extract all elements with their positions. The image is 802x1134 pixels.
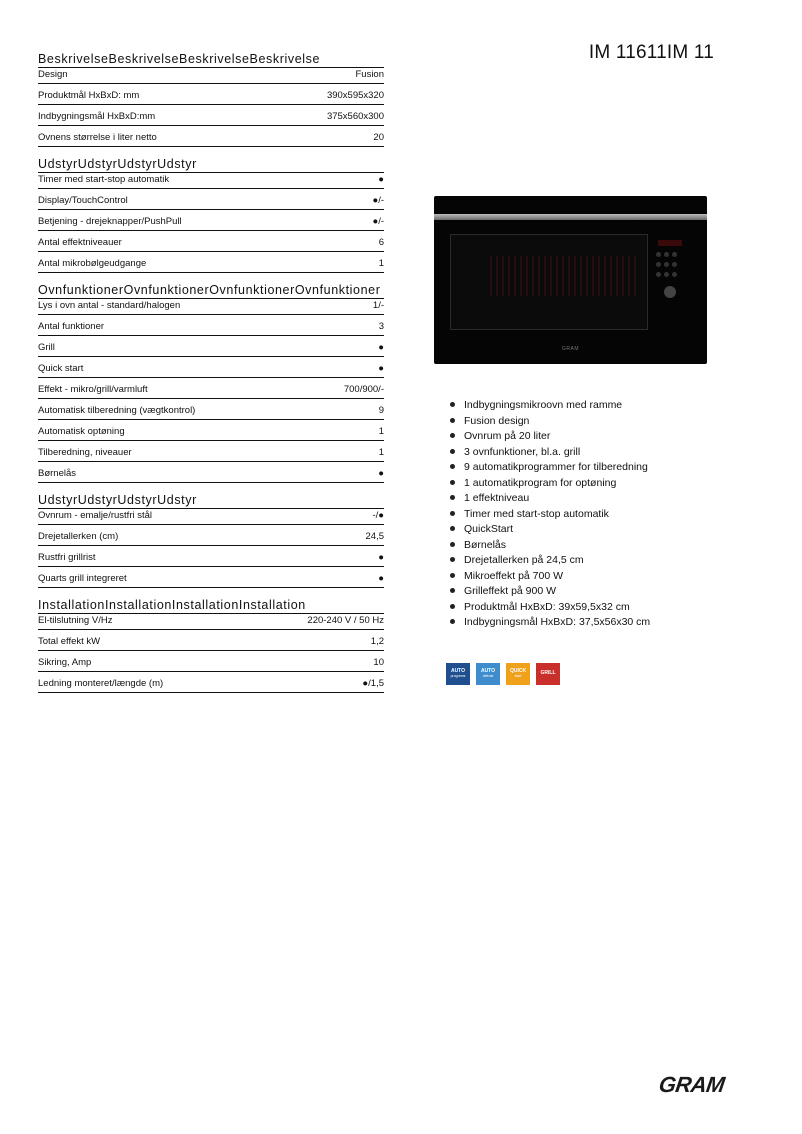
spec-row <box>38 672 384 693</box>
oven-button-icon <box>672 272 677 277</box>
spec-label: Betjening - drejeknapper/PushPull <box>38 216 182 227</box>
spec-value: ●/- <box>372 216 384 227</box>
spec-row <box>38 210 384 231</box>
spec-label: Produktmål HxBxD: mm <box>38 90 140 101</box>
spec-label: Effekt - mikro/grill/varmluft <box>38 384 148 395</box>
spec-row <box>38 567 384 588</box>
oven-button-icon <box>656 272 661 277</box>
spec-value: ● <box>378 342 384 353</box>
spec-label: Drejetallerken (cm) <box>38 531 119 542</box>
spec-value: ● <box>378 573 384 584</box>
spec-value: 390x595x320 <box>326 90 384 101</box>
spec-row <box>38 630 384 651</box>
section-equipment <box>38 157 384 273</box>
spec-label: Antal funktioner <box>38 321 105 332</box>
spec-row <box>38 68 384 84</box>
spec-row <box>38 378 384 399</box>
spec-value: 24,5 <box>365 531 384 542</box>
spec-label: Automatisk optøning <box>38 426 125 437</box>
spec-label: Display/TouchControl <box>38 195 128 206</box>
feature-item: Indbygningsmikroovn med ramme <box>449 398 650 414</box>
section-equipment-2 <box>38 493 384 588</box>
section-description <box>38 52 384 147</box>
badge-sublabel: programs <box>450 674 466 678</box>
oven-control-panel <box>652 236 692 326</box>
feature-item: Timer med start-stop automatik <box>449 507 650 523</box>
spec-row <box>38 336 384 357</box>
badge-sublabel: start <box>514 674 522 678</box>
spec-label: Børnelås <box>38 468 77 479</box>
spec-label: Ledning monteret/længde (m) <box>38 678 164 689</box>
feature-item: Ovnrum på 20 liter <box>449 429 650 445</box>
quick-start-badge-icon <box>506 663 530 685</box>
oven-display <box>658 240 682 246</box>
spec-label: El-tilslutning V/Hz <box>38 615 113 626</box>
spec-row <box>38 189 384 210</box>
spec-value: 3 <box>378 321 384 332</box>
spec-value: 375x560x300 <box>326 111 384 122</box>
spec-label: Design <box>38 69 68 80</box>
spec-row <box>38 231 384 252</box>
oven-button-icon <box>672 262 677 267</box>
spec-label: Quick start <box>38 363 84 374</box>
feature-item: Grilleffekt på 900 W <box>449 584 650 600</box>
spec-label: Total effekt kW <box>38 636 101 647</box>
spec-row <box>38 462 384 483</box>
spec-row <box>38 546 384 567</box>
spec-value: ●/- <box>372 195 384 206</box>
spec-value: 1 <box>378 426 384 437</box>
spec-value: 1 <box>378 258 384 269</box>
spec-value: ● <box>378 552 384 563</box>
model-number: IM 11611IM 11 <box>588 42 714 63</box>
feature-item: Mikroeffekt på 700 W <box>449 569 650 585</box>
spec-label: Quarts grill integreret <box>38 573 127 584</box>
spec-label: Rustfri grillrist <box>38 552 96 563</box>
oven-button-icon <box>672 252 677 257</box>
spec-row <box>38 420 384 441</box>
spec-row <box>38 509 384 525</box>
brand-logo: GRAM <box>657 1072 727 1097</box>
spec-value: ● <box>378 174 384 185</box>
oven-button-icon <box>656 252 661 257</box>
feature-item: Fusion design <box>449 414 650 430</box>
spec-label: Grill <box>38 342 55 353</box>
spec-row <box>38 126 384 147</box>
feature-list <box>449 398 650 631</box>
oven-button-icon <box>664 262 669 267</box>
spec-row <box>38 173 384 189</box>
spec-label: Antal effektniveauer <box>38 237 122 248</box>
badge-label: GRILL <box>540 670 556 677</box>
oven-button-icon <box>656 262 661 267</box>
spec-label: Ovnrum - emalje/rustfri stål <box>38 510 153 521</box>
spec-row <box>38 525 384 546</box>
spec-row <box>38 299 384 315</box>
spec-row <box>38 252 384 273</box>
feature-item: 1 automatikprogram for optøning <box>449 476 650 492</box>
badge-label: AUTO <box>450 667 466 674</box>
spec-value: 1/- <box>372 300 384 311</box>
feature-item: Drejetallerken på 24,5 cm <box>449 553 650 569</box>
spec-value: ●/1,5 <box>362 678 384 689</box>
feature-item: QuickStart <box>449 522 650 538</box>
section-title: OvnfunktionerOvnfunktionerOvnfunktionerOvnfunktioner <box>38 283 384 299</box>
spec-value: -/● <box>372 510 384 521</box>
badge-label: AUTO <box>480 667 496 674</box>
spec-row <box>38 357 384 378</box>
section-title: UdstyrUdstyrUdstyrUdstyr <box>38 493 384 509</box>
spec-value: 10 <box>373 657 384 668</box>
section-title: UdstyrUdstyrUdstyrUdstyr <box>38 157 384 173</box>
feature-item: 9 automatikprogrammer for tilberedning <box>449 460 650 476</box>
spec-label: Timer med start-stop automatik <box>38 174 170 185</box>
spec-value: Fusion <box>355 69 384 80</box>
badge-sublabel: defrost <box>482 674 494 678</box>
spec-label: Indbygningsmål HxBxD:mm <box>38 111 156 122</box>
spec-row <box>38 651 384 672</box>
spec-value: 9 <box>378 405 384 416</box>
oven-button-icon <box>664 272 669 277</box>
section-installation <box>38 598 384 693</box>
feature-item: 3 ovnfunktioner, bl.a. grill <box>449 445 650 461</box>
grill-badge-icon <box>536 663 560 685</box>
badge-label: QUICK <box>509 667 527 674</box>
auto-defrost-badge-icon <box>476 663 500 685</box>
spec-value: 6 <box>378 237 384 248</box>
spec-label: Lys i ovn antal - standard/halogen <box>38 300 181 311</box>
spec-row <box>38 399 384 420</box>
section-title: InstallationInstallationInstallationInstallation <box>38 598 384 614</box>
spec-value: 1,2 <box>370 636 384 647</box>
spec-row <box>38 614 384 630</box>
spec-value: ● <box>378 468 384 479</box>
oven-button-icon <box>664 252 669 257</box>
spec-value: ● <box>378 363 384 374</box>
product-image <box>434 196 707 364</box>
feature-item: Børnelås <box>449 538 650 554</box>
spec-row <box>38 84 384 105</box>
spec-row <box>38 315 384 336</box>
section-oven-functions <box>38 283 384 483</box>
spec-label: Antal mikrobølgeudgange <box>38 258 147 269</box>
feature-item: Produktmål HxBxD: 39x59,5x32 cm <box>449 600 650 616</box>
spec-table <box>38 52 384 703</box>
feature-badges <box>446 663 560 685</box>
oven-door-grille <box>490 256 640 296</box>
feature-item: 1 effektniveau <box>449 491 650 507</box>
spec-value: 220-240 V / 50 Hz <box>307 615 384 626</box>
oven-brand-mark: GRAM <box>562 346 579 352</box>
spec-label: Tilberedning, niveauer <box>38 447 132 458</box>
auto-programs-badge-icon <box>446 663 470 685</box>
spec-label: Ovnens størrelse i liter netto <box>38 132 157 143</box>
spec-label: Automatisk tilberedning (vægtkontrol) <box>38 405 196 416</box>
section-title: BeskrivelseBeskrivelseBeskrivelseBeskrivelse <box>38 52 384 68</box>
spec-value: 700/900/- <box>343 384 384 395</box>
spec-row <box>38 441 384 462</box>
spec-label: Sikring, Amp <box>38 657 92 668</box>
spec-value: 20 <box>373 132 384 143</box>
oven-knob-icon <box>664 286 676 298</box>
spec-value: 1 <box>378 447 384 458</box>
oven-frame-band <box>434 214 707 220</box>
spec-row <box>38 105 384 126</box>
feature-item: Indbygningsmål HxBxD: 37,5x56x30 cm <box>449 615 650 631</box>
